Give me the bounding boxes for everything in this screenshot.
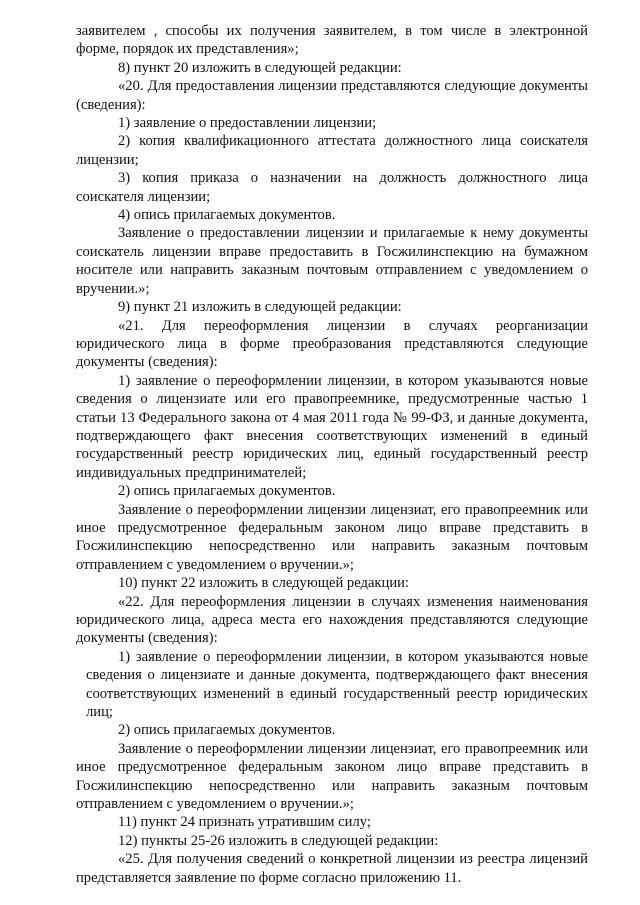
paragraph-11: 1) заявление о переоформлении лицензии, в котором указываются новые сведения о лицензиате или его правопреемнике, предусмотренные частью 1 статьи 13 Федерального закона от 4 мая 2011 года № 99-ФЗ, и данные документа, подтверждающего факт внесения соответствующих изменений в единый государственный реестр юридических лиц, единый государственный реестр индивидуальных предпринимателей; [76,372,588,481]
paragraph-17: 2) опись прилагаемых документов. [118,722,336,739]
paragraph-6: 3) копия приказа о назначении на должность должностного лица соискателя лицензии; [76,170,588,205]
paragraph-14: 10) пункт 22 изложить в следующей редакции: [118,575,409,592]
paragraph-8: Заявление о предоставлении лицензии и прилагаемые к нему документы соискатель лицензии вправе предоставить в Госжилинспекцию на бумажном носителе или направить заказным почтовым отправлением с уведомлением о вручении.»; [76,225,588,297]
paragraph-4: 1) заявление о предоставлении лицензии; [118,115,377,132]
paragraph-12: 2) опись прилагаемых документов. [118,483,336,500]
paragraph-10: «21. Для переоформления лицензии в случаях реорганизации юридического лица в форме преобразования представляются следующие документы (сведения): [76,317,588,371]
paragraph-19: 11) пункт 24 признать утратившим силу; [118,814,371,831]
paragraph-20: 12) пункты 25-26 изложить в следующей редакции: [118,832,439,849]
paragraph-15: «22. Для переоформления лицензии в случаях изменения наименования юридического лица, адреса места его нахождения представляются следующие документы (сведения): [76,593,588,647]
paragraph-21: «25. Для получения сведений о конкретной лицензии из реестра лицензий представляется заявление по форме согласно приложению 11. [76,851,588,886]
paragraph-9: 9) пункт 21 изложить в следующей редакции: [118,299,402,316]
paragraph-5: 2) копия квалификационного аттестата должностного лица соискателя лицензии; [76,133,588,168]
paragraph-3: «20. Для предоставления лицензии представляются следующие документы (сведения): [76,78,588,113]
paragraph-13: Заявление о переоформлении лицензии лицензиат, его правопреемник или иное предусмотренное федеральным законом лицо вправе представить в Госжилинспекцию непосредственно или направить заказным почтовым отправлением с уведомлением о вручении.»; [76,501,588,573]
paragraph-16: 1) заявление о переоформлении лицензии, в котором указываются новые сведения о лицензиате и данные документа, подтверждающего факт внесения соответствующих изменений в единый государственный реестр юридических лиц; [86,648,588,721]
paragraph-18: Заявление о переоформлении лицензии лицензиат, его правопреемник или иное предусмотренное федеральным законом лицо вправе представить в Госжилинспекцию непосредственно или направить заказным почтовым отправлением с уведомлением о вручении.»; [76,740,588,813]
paragraph-1: заявителем , способы их получения заявителем, в том числе в электронной форме, порядок их представления»; [76,23,588,58]
paragraph-2: 8) пункт 20 изложить в следующей редакции: [118,59,402,76]
paragraph-7: 4) опись прилагаемых документов. [118,207,336,224]
